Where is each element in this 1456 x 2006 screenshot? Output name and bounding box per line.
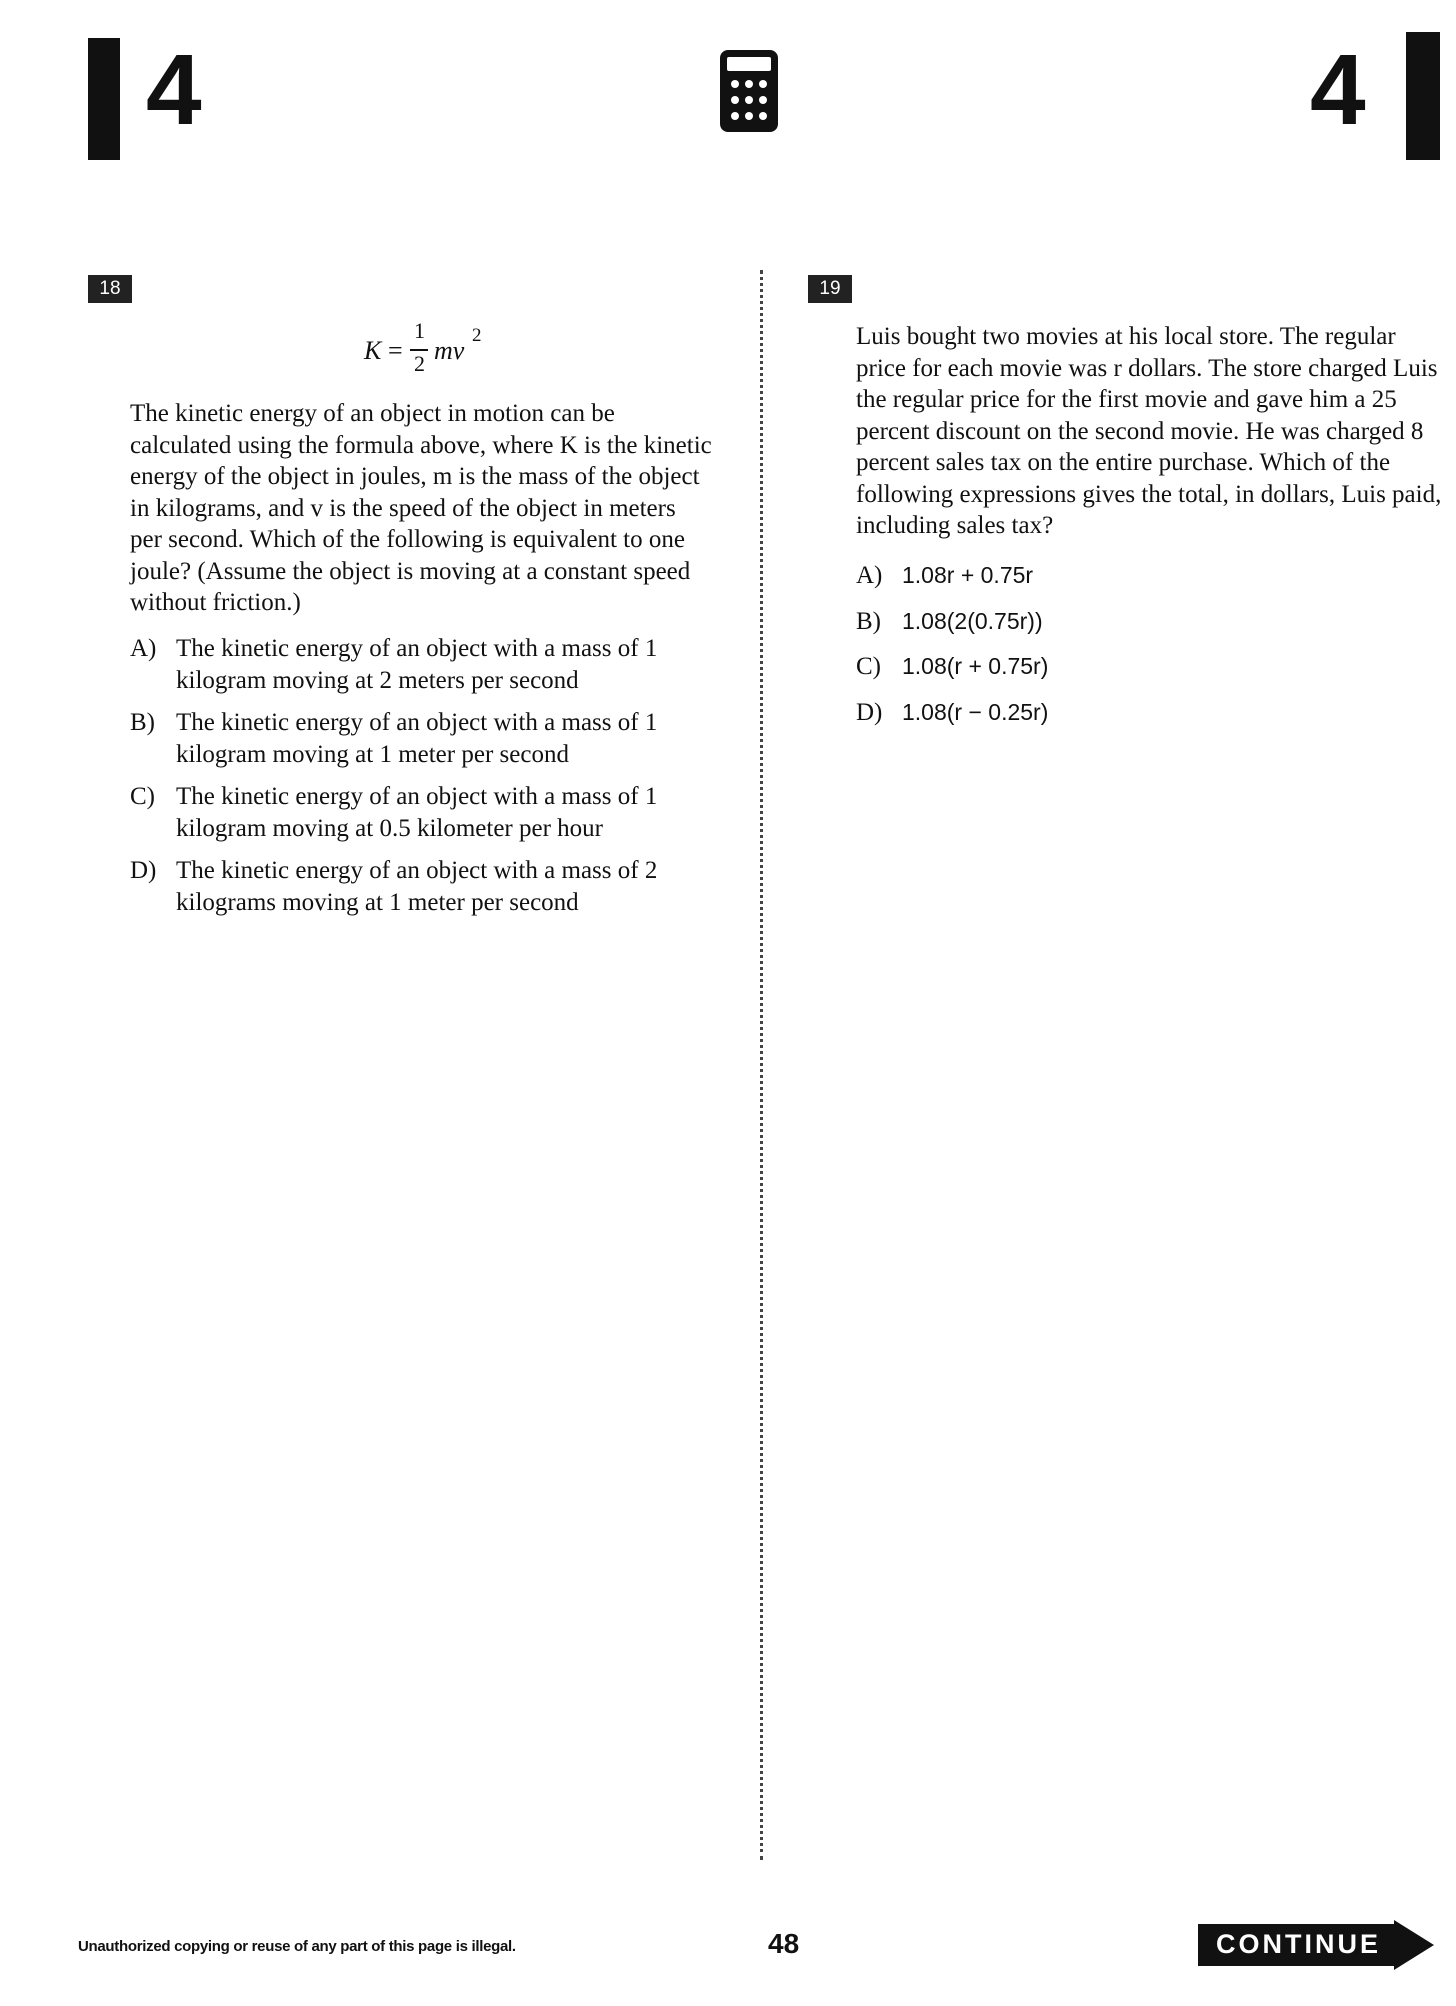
continue-button[interactable] (1198, 1920, 1434, 1970)
formula-mv: mv (434, 336, 465, 365)
question-18-stem: The kinetic energy of an object in motion can be calculated using the formula above, where K is the kinetic energy of the object in joules, m is the mass of the object in kilograms, and v is the speed of the object in meters per second. Which of the following is equivalent to one joule? (Assume the object is moving at a constant speed without friction.) (130, 400, 712, 616)
answer-choice-a[interactable] (856, 560, 1356, 592)
question-19-stem: Luis bought two movies at his local store. The regular price for each movie was r dollars. The store charged Luis the regular price for the first movie and gave him a 25 percent discount on the second movie. He was charged 8 percent sales tax on the entire purchase. Which of the following expressions gives the total, in dollars, Luis paid, including sales tax? (856, 323, 1442, 539)
question-19-choices (856, 560, 1356, 728)
copyright-notice: Unauthorized copying or reuse of any part of this page is illegal. (78, 1938, 516, 1955)
formula-exponent: 2 (472, 325, 482, 346)
column-divider (760, 270, 763, 1860)
choice-letter: B) (130, 709, 155, 736)
choice-letter: C) (856, 653, 881, 680)
answer-choice-d[interactable] (130, 855, 710, 918)
answer-choice-b[interactable] (856, 606, 1356, 638)
continue-label: CONTINUE (1216, 1929, 1381, 1959)
choice-expression: 1.08(r + 0.75r) (902, 653, 1049, 679)
choice-letter: D) (856, 698, 883, 726)
choice-letter: B) (856, 607, 881, 635)
choice-text: The kinetic energy of an object with a mass of 1 kilogram moving at 0.5 kilometer per hour (176, 783, 658, 842)
section-marker-bar-right (1406, 32, 1440, 160)
choice-expression: 1.08(2(0.75r)) (902, 607, 1043, 634)
choice-expression: 1.08(r − 0.25r) (902, 698, 1049, 725)
choice-expression: 1.08r + 0.75r (902, 562, 1034, 588)
section-number-left: 4 (146, 34, 202, 146)
choice-letter: A) (856, 562, 883, 589)
answer-choice-c[interactable] (856, 651, 1356, 683)
formula-equals: = (388, 336, 403, 365)
choice-text: The kinetic energy of an object with a mass of 1 kilogram moving at 1 meter per second (176, 709, 658, 768)
answer-choice-b[interactable] (130, 707, 710, 770)
calculator-icon (718, 48, 780, 134)
question-18-choices (130, 633, 710, 918)
choice-letter: C) (130, 783, 155, 810)
choice-text: The kinetic energy of an object with a mass of 2 kilograms moving at 1 meter per second (176, 857, 658, 916)
section-marker-bar-left (88, 38, 120, 160)
page-number: 48 (768, 1928, 800, 1959)
question-number-badge: 18 (88, 275, 132, 303)
formula-fraction-numerator: 1 (414, 318, 425, 343)
answer-choice-d[interactable] (856, 697, 1356, 729)
formula-fraction-denominator: 2 (414, 351, 425, 376)
choice-letter: A) (130, 635, 157, 662)
answer-choice-a[interactable] (130, 633, 710, 696)
choice-letter: D) (130, 857, 157, 884)
answer-choice-c[interactable] (130, 781, 710, 844)
question-number-badge: 19 (808, 275, 852, 303)
formula-k: K (364, 336, 382, 365)
section-number-right: 4 (1310, 34, 1366, 146)
choice-text: The kinetic energy of an object with a mass of 1 kilogram moving at 2 meters per second (176, 635, 658, 694)
